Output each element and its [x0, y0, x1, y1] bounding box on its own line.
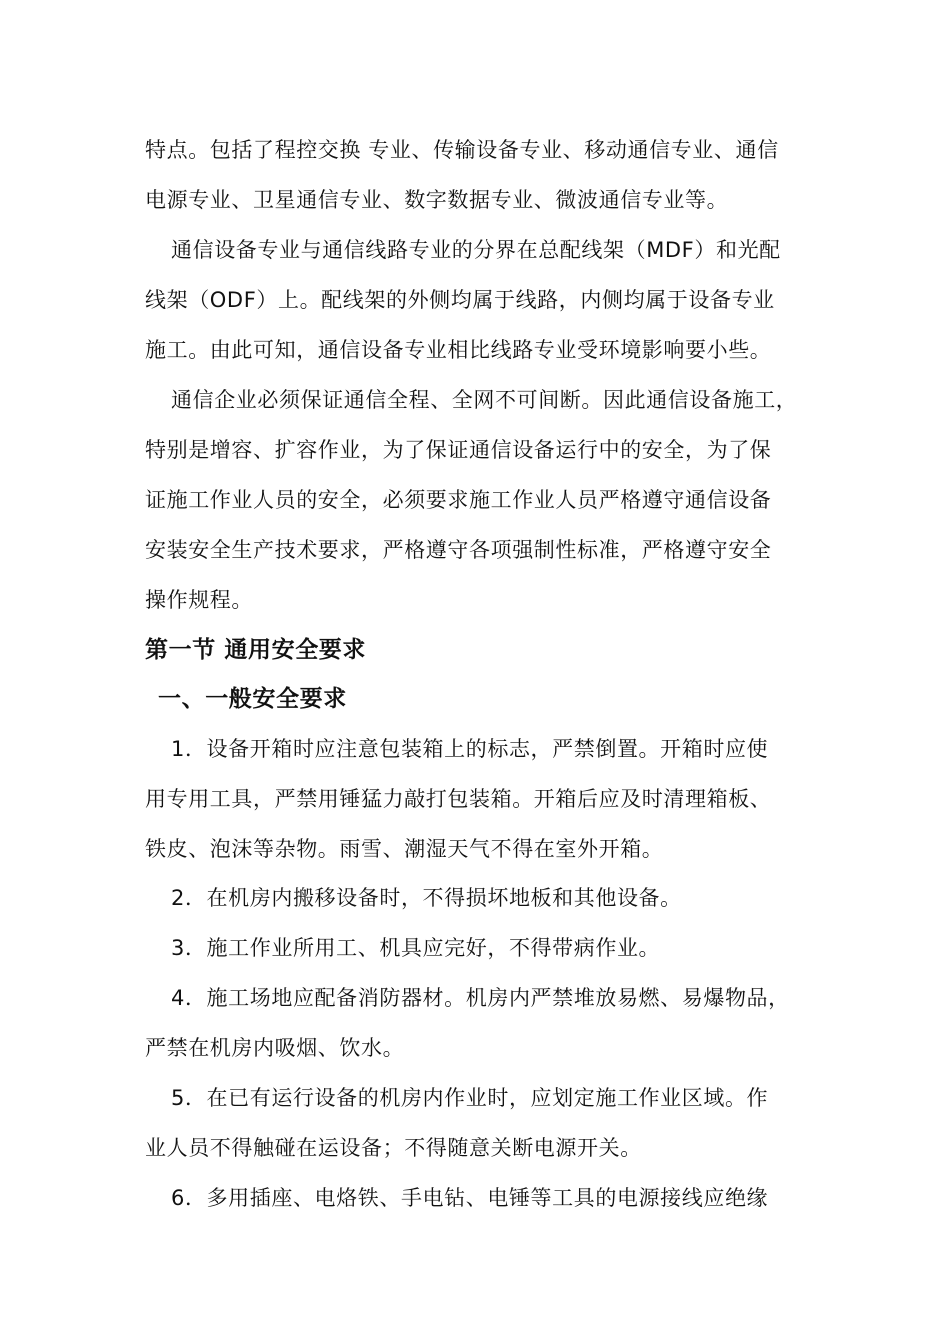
paragraph-line: 6．多用插座、电烙铁、手电钻、电锤等工具的电源接线应绝缘 [171, 1186, 769, 1210]
section-heading: 第一节 通用安全要求 [145, 637, 367, 663]
paragraph-line: 4．施工场地应配备消防器材。机房内严禁堆放易燃、易爆物品， [171, 986, 790, 1010]
paragraph-line: 施工。由此可知，通信设备专业相比线路专业受环境影响要小些。 [145, 338, 772, 362]
paragraph-line: 电源专业、卫星通信专业、数字数据专业、微波通信专业等。 [145, 188, 729, 212]
paragraph-line: 证施工作业人员的安全，必须要求施工作业人员严格遵守通信设备 [145, 488, 772, 512]
paragraph-line: 通信企业必须保证通信全程、全网不可间断。因此通信设备施工， [171, 388, 798, 412]
paragraph-line: 线架（ODF）上。配线架的外侧均属于线路，内侧均属于设备专业 [145, 288, 775, 312]
paragraph-line: 5．在已有运行设备的机房内作业时，应划定施工作业区域。作 [171, 1086, 769, 1110]
paragraph-line: 安装安全生产技术要求，严格遵守各项强制性标准，严格遵守安全 [145, 538, 772, 562]
paragraph-line: 通信设备专业与通信线路专业的分界在总配线架（MDF）和光配 [171, 238, 781, 262]
paragraph-line: 特点。包括了程控交换 专业、传输设备专业、移动通信专业、通信 [145, 138, 779, 162]
paragraph-line: 铁皮、泡沫等杂物。雨雪、潮湿天气不得在室外开箱。 [145, 837, 664, 861]
paragraph-line: 严禁在机房内吸烟、饮水。 [145, 1036, 405, 1060]
subsection-heading: 一、一般安全要求 [158, 686, 347, 712]
paragraph-line: 业人员不得触碰在运设备；不得随意关断电源开关。 [145, 1136, 642, 1160]
paragraph-line: 用专用工具，严禁用锤猛力敲打包装箱。开箱后应及时清理箱板、 [145, 787, 772, 811]
paragraph-line: 特别是增容、扩容作业，为了保证通信设备运行中的安全，为了保 [145, 438, 772, 462]
paragraph-line: 1．设备开箱时应注意包装箱上的标志，严禁倒置。开箱时应使 [171, 737, 769, 761]
paragraph-line: 3．施工作业所用工、机具应完好，不得带病作业。 [171, 936, 661, 960]
paragraph-line: 2．在机房内搬移设备时，不得损坏地板和其他设备。 [171, 886, 682, 910]
paragraph-line: 操作规程。 [145, 588, 253, 612]
